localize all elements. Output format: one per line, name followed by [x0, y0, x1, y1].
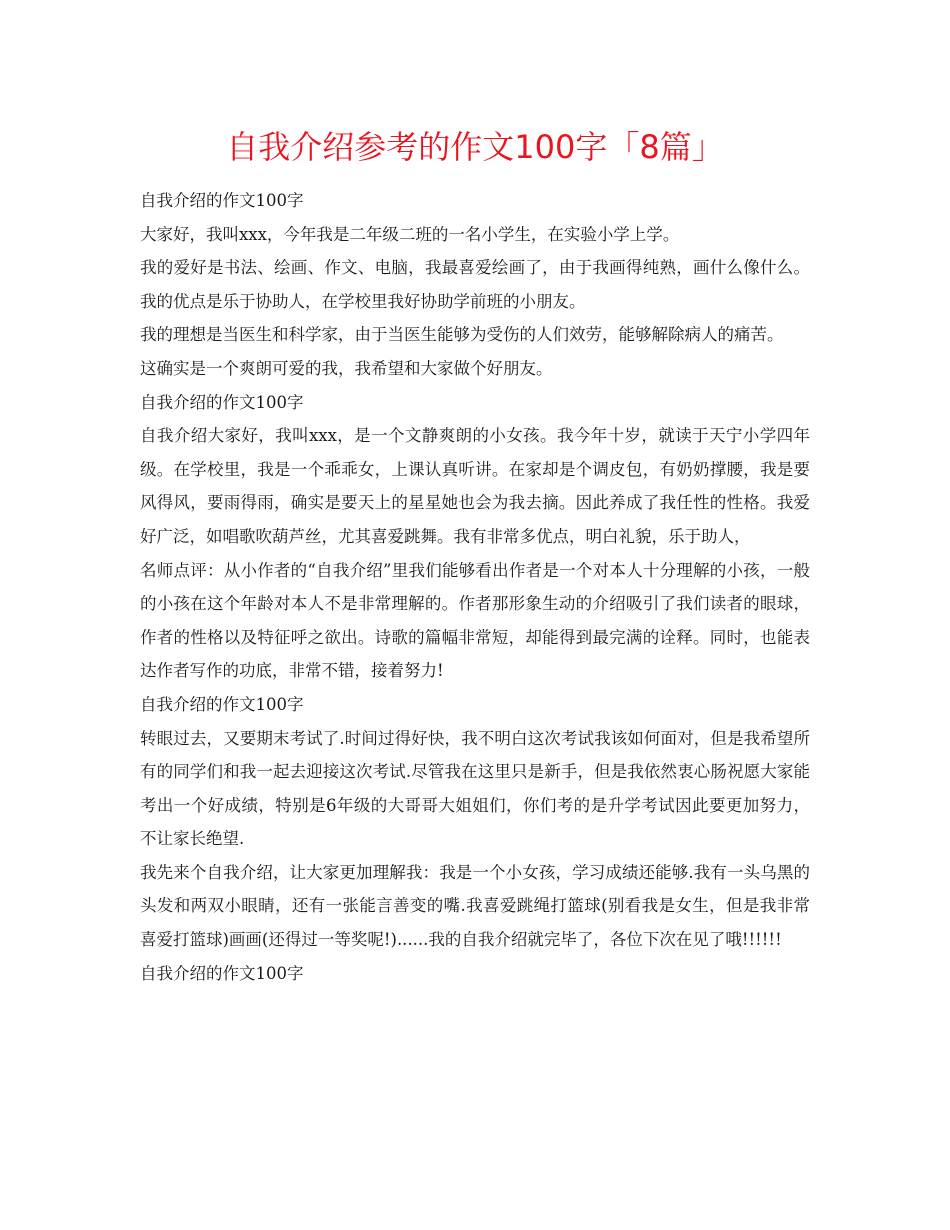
teacher-comment: 名师点评：从小作者的“自我介绍”里我们能够看出作者是一个对本人十分理解的小孩，一般的小孩在这个年龄对本人不是非常理解的。作者那形象生动的介绍吸引了我们读者的眼球，作者的性格以及特征呼之欲出。诗歌的篇幅非常短，却能得到最完满的诠释。同时，也能表达作者写作的功底，非常不错，接着努力! [140, 560, 810, 681]
paragraph: 我先来个自我介绍，让大家更加理解我：我是一个小女孩，学习成绩还能够.我有一头乌黑的头发和两双小眼睛，还有一张能言善变的嘴.我喜爱跳绳打篮球(别看我是女生，但是我非常喜爱打篮球)画画(还得过一等奖呢!)......我的自我介绍就完毕了，各位下次在见了哦!!!!!! [140, 862, 810, 950]
paragraph: 我的爱好是书法、绘画、作文、电脑，我最喜爱绘画了，由于我画得纯熟，画什么像什么。我的优点是乐于协助人，在学校里我好协助学前班的小朋友。 [140, 258, 810, 311]
section-heading: 自我介绍的作文100字 [140, 191, 304, 210]
section-heading: 自我介绍的作文100字 [140, 392, 304, 412]
paragraph: 这确实是一个爽朗可爱的我，我希望和大家做个好朋友。 [140, 358, 553, 378]
section-heading: 自我介绍的作文100字 [140, 963, 304, 983]
paragraph: 转眼过去，又要期末考试了.时间过得好快，我不明白这次考试我该如何面对，但是我希望所有的同学们和我一起去迎接这次考试.尽管我在这里只是新手，但是我依然衷心肠祝愿大家能考出一个好成绩，特别是6年级的大哥哥大姐姐们，你们考的是升学考试因此要更加努力，不让家长绝望. [140, 728, 810, 849]
paragraph: 我的理想是当医生和科学家，由于当医生能够为受伤的人们效劳，能够解除病人的痛苦。 [140, 325, 784, 345]
paragraph: 自我介绍大家好，我叫xxx，是一个文静爽朗的小女孩。我今年十岁，就读于天宁小学四年级。在学校里，我是一个乖乖女，上课认真听讲。在家却是个调皮包，有奶奶撑腰，我是要风得风，要雨得雨，确实是要天上的星星她也会为我去摘。因此养成了我任性的性格。我爱好广泛，如唱歌吹葫芦丝，尤其喜爱跳舞。我有非常多优点，明白礼貌，乐于助人， [140, 426, 810, 546]
section-heading: 自我介绍的作文100字 [140, 694, 304, 714]
document-title: 自我介绍参考的作文100字「8篇」 [226, 128, 724, 166]
paragraph: 大家好，我叫xxx，今年我是二年级二班的一名小学生，在实验小学上学。 [140, 224, 680, 244]
document-body [140, 184, 810, 990]
